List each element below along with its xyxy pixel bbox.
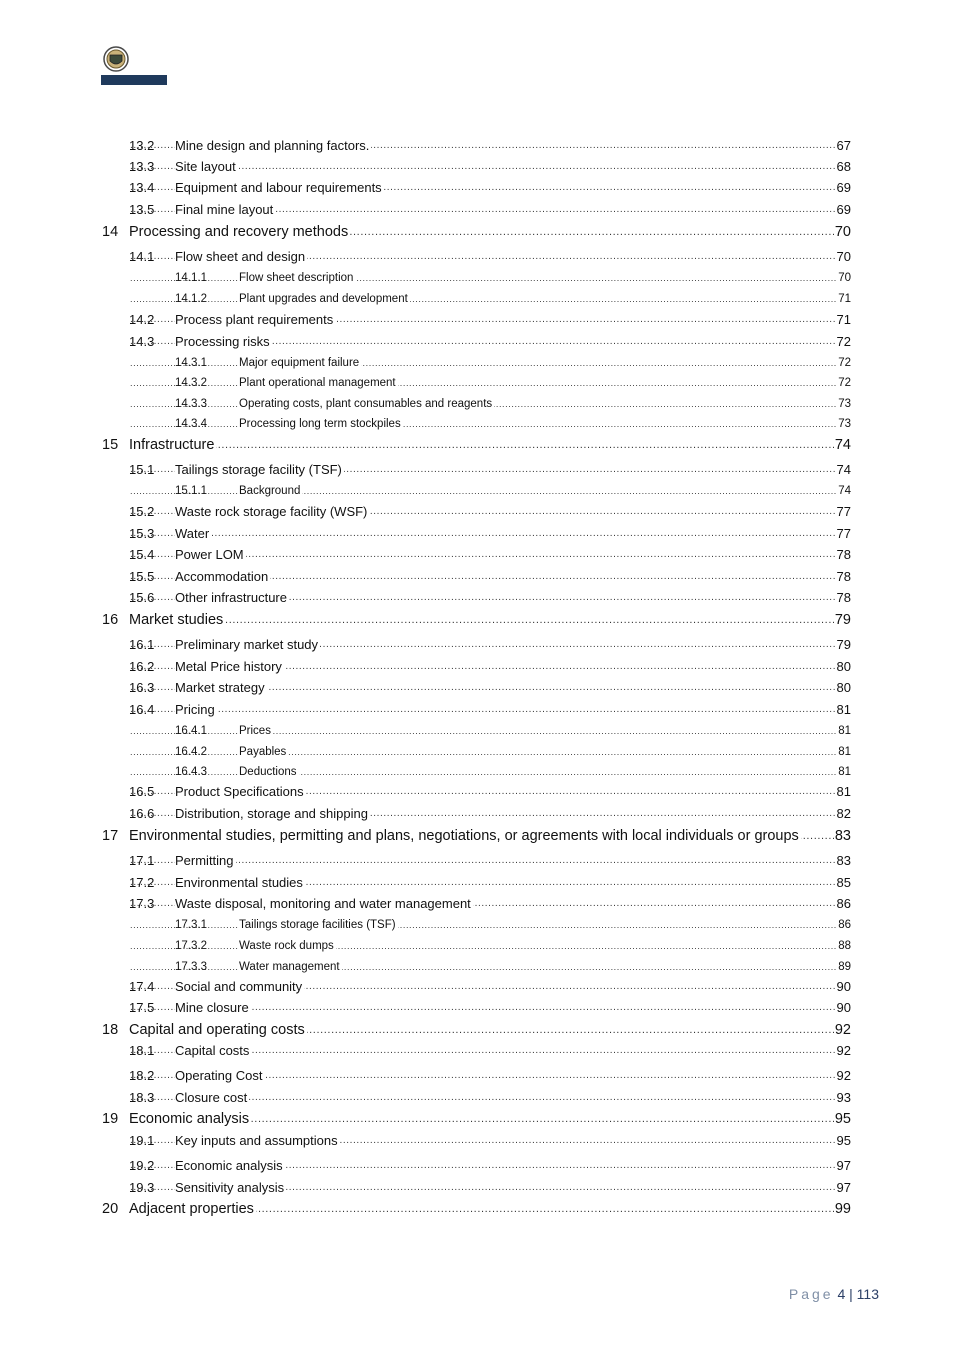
toc-entry-page[interactable]: 78 (836, 567, 851, 587)
toc-entry-number: 18.2 (129, 1068, 155, 1083)
toc-entry[interactable] (0, 373, 965, 393)
toc-entry-page[interactable]: 69 (836, 200, 851, 220)
toc-entry[interactable] (0, 1199, 965, 1219)
toc-entry-title[interactable]: Processing long term stockpiles (239, 414, 403, 434)
toc-entry[interactable] (0, 915, 965, 935)
gold-fields-logo (100, 44, 168, 90)
toc-entry-page[interactable]: 82 (836, 804, 851, 824)
toc-entry-number: 18.3 (129, 1090, 155, 1105)
toc-entry-number: 14.2 (129, 312, 155, 327)
toc-entry-page[interactable]: 67 (836, 136, 851, 156)
toc-entry-title[interactable]: Processing and recovery methods (129, 224, 349, 240)
toc-entry-title[interactable]: Plant upgrades and development (239, 289, 410, 309)
toc-entry-title[interactable]: Preliminary market study (175, 635, 320, 655)
toc-entry[interactable] (0, 936, 965, 956)
toc-entry-number: 13.4 (129, 180, 155, 195)
toc-entry-title[interactable]: Distribution, storage and shipping (175, 804, 370, 824)
toc-entry-title[interactable]: Final mine layout (175, 200, 275, 220)
toc-entry-title[interactable]: Deductions (239, 762, 299, 782)
toc-entry-number: 17.3.3 (175, 961, 207, 973)
toc-entry-title[interactable]: Environmental studies (175, 873, 305, 893)
toc-dot-leader (130, 524, 851, 544)
toc-entry-page[interactable]: 86 (837, 915, 851, 935)
toc-entry-page[interactable]: 79 (836, 635, 851, 655)
toc-entry[interactable] (0, 289, 965, 309)
toc-entry[interactable] (0, 1109, 965, 1129)
toc-entry-page[interactable]: 80 (836, 657, 851, 677)
toc-entry[interactable] (0, 460, 965, 480)
toc-entry-number: 16.5 (129, 784, 155, 799)
toc-entry[interactable] (0, 742, 965, 762)
toc-entry[interactable] (0, 826, 965, 846)
toc-entry-page[interactable]: 99 (834, 1201, 851, 1217)
toc-entry-number: 14.3.1 (175, 357, 207, 369)
toc-entry-title[interactable]: Key inputs and assumptions (175, 1131, 340, 1151)
toc-entry[interactable] (0, 1131, 965, 1151)
toc-entry[interactable] (0, 435, 965, 455)
toc-entry-title[interactable]: Market studies (129, 612, 224, 628)
toc-entry-title[interactable]: Tailings storage facility (TSF) (175, 460, 344, 480)
toc-entry-number: 17.1 (129, 853, 155, 868)
toc-entry[interactable] (0, 1020, 965, 1040)
toc-entry-number: 18.1 (129, 1043, 155, 1058)
toc-entry-page[interactable]: 95 (834, 1111, 851, 1127)
toc-entry-number: 16.1 (129, 637, 155, 652)
toc-entry-title[interactable]: Social and community (175, 977, 304, 997)
toc-entry[interactable] (0, 804, 965, 824)
toc-entry-title[interactable]: Equipment and labour requirements (175, 178, 384, 198)
toc-entry-page[interactable]: 88 (837, 936, 851, 956)
toc-entry-page[interactable]: 71 (836, 310, 851, 330)
toc-entry-title[interactable]: Payables (239, 742, 288, 762)
toc-entry-number: 13.2 (129, 138, 155, 153)
toc-entry-page[interactable]: 69 (836, 178, 851, 198)
toc-entry-number: 16.4.2 (175, 746, 207, 758)
toc-entry-page[interactable]: 74 (834, 437, 851, 453)
toc-entry-title[interactable]: Processing risks (175, 332, 272, 352)
toc-entry-number: 19.3 (129, 1180, 155, 1195)
toc-entry-page[interactable]: 83 (834, 828, 851, 844)
toc-entry-title[interactable]: Adjacent properties (129, 1201, 254, 1217)
toc-entry-number: 17.5 (129, 1000, 155, 1015)
toc-entry[interactable] (0, 1066, 965, 1086)
toc-entry-number: 16.4.1 (175, 725, 207, 737)
toc-entry-title[interactable]: Pricing (175, 700, 217, 720)
toc-entry-page[interactable]: 83 (836, 851, 851, 871)
toc-entry-title[interactable]: Power LOM (175, 545, 246, 565)
toc-entry-title[interactable]: Water management (239, 957, 342, 977)
current-page-number: 4 (837, 1286, 846, 1302)
toc-entry-page[interactable]: 78 (836, 545, 851, 565)
toc-entry[interactable] (0, 136, 965, 156)
toc-entry-number: 16.4.3 (175, 766, 207, 778)
toc-entry-title[interactable]: Market strategy (175, 678, 267, 698)
toc-entry-title[interactable]: Capital and operating costs (129, 1022, 305, 1038)
toc-entry-title[interactable]: Process plant requirements (175, 310, 335, 330)
toc-entry-page[interactable]: 68 (836, 157, 851, 177)
page-separator: | (849, 1286, 853, 1302)
toc-entry-number: 14.1.2 (175, 293, 207, 305)
toc-entry[interactable] (0, 268, 965, 288)
toc-entry-title[interactable]: Waste disposal, monitoring and water management (175, 894, 473, 914)
toc-entry-page[interactable]: 89 (837, 957, 851, 977)
toc-entry[interactable] (0, 588, 965, 608)
toc-entry-title[interactable]: Background (239, 481, 302, 501)
toc-entry-number: 17.3.1 (175, 919, 207, 931)
toc-entry-page[interactable]: 90 (836, 998, 851, 1018)
toc-entry-title[interactable]: Mine design and planning factors. (175, 136, 371, 156)
toc-entry-page[interactable]: 71 (837, 289, 851, 309)
toc-entry-page[interactable]: 93 (836, 1088, 851, 1108)
toc-entry[interactable] (0, 851, 965, 871)
toc-entry-title[interactable]: Product Specifications (175, 782, 306, 802)
toc-entry-title[interactable]: Infrastructure (129, 437, 215, 453)
toc-entry-number: 19 (102, 1111, 119, 1127)
toc-entry[interactable] (0, 998, 965, 1018)
toc-entry[interactable] (0, 332, 965, 352)
toc-entry[interactable] (0, 957, 965, 977)
toc-entry-number: 15.3 (129, 526, 155, 541)
toc-entry-page[interactable]: 74 (837, 481, 851, 501)
toc-entry-page[interactable]: 80 (836, 678, 851, 698)
toc-entry-page[interactable]: 95 (836, 1131, 851, 1151)
toc-entry[interactable] (0, 1178, 965, 1198)
toc-entry[interactable] (0, 545, 965, 565)
toc-entry[interactable] (0, 894, 965, 914)
toc-entry-number: 15.5 (129, 569, 155, 584)
toc-entry-page[interactable]: 92 (836, 1066, 851, 1086)
toc-entry-number: 14.1.1 (175, 272, 207, 284)
toc-entry-title[interactable]: Economic analysis (175, 1156, 285, 1176)
page-footer (789, 1286, 879, 1302)
toc-dot-leader (130, 700, 851, 720)
toc-entry-title[interactable]: Major equipment failure (239, 353, 361, 373)
toc-entry-number: 17.4 (129, 979, 155, 994)
toc-entry-number: 19.1 (129, 1133, 155, 1148)
toc-entry-page[interactable]: 81 (836, 700, 851, 720)
toc-entry-title[interactable]: Operating Cost (175, 1066, 264, 1086)
toc-entry-page[interactable]: 74 (836, 460, 851, 480)
toc-dot-leader (130, 157, 851, 177)
toc-entry-title[interactable]: Prices (239, 721, 273, 741)
toc-entry-number: 14.3.4 (175, 418, 207, 430)
toc-entry[interactable] (0, 678, 965, 698)
toc-entry[interactable] (0, 524, 965, 544)
toc-entry[interactable] (0, 200, 965, 220)
toc-entry-page[interactable]: 70 (834, 224, 851, 240)
toc-dot-leader (130, 435, 851, 455)
toc-entry-number: 15.1 (129, 462, 155, 477)
toc-entry-page[interactable]: 73 (837, 394, 851, 414)
toc-entry[interactable] (0, 157, 965, 177)
toc-entry-title[interactable]: Mine closure (175, 998, 251, 1018)
toc-entry[interactable] (0, 977, 965, 997)
toc-entry[interactable] (0, 782, 965, 802)
toc-entry-title[interactable]: Flow sheet and design (175, 247, 307, 267)
toc-entry[interactable] (0, 873, 965, 893)
toc-entry[interactable] (0, 414, 965, 434)
toc-entry-title[interactable]: Water (175, 524, 211, 544)
toc-entry-page[interactable]: 81 (837, 762, 851, 782)
toc-entry-number: 16.6 (129, 806, 155, 821)
toc-entry-number: 16.2 (129, 659, 155, 674)
toc-entry-number: 14.3.3 (175, 398, 207, 410)
toc-entry-number: 16 (102, 612, 119, 628)
toc-entry-title[interactable]: Flow sheet description (239, 268, 355, 288)
toc-entry-page[interactable]: 81 (837, 721, 851, 741)
toc-entry[interactable] (0, 178, 965, 198)
toc-entry[interactable] (0, 635, 965, 655)
toc-entry-title[interactable]: Accommodation (175, 567, 270, 587)
toc-entry-title[interactable]: Other infrastructure (175, 588, 289, 608)
toc-entry[interactable] (0, 1041, 965, 1061)
toc-entry-title[interactable]: Metal Price history (175, 657, 284, 677)
toc-entry-title[interactable]: Closure cost (175, 1088, 249, 1108)
toc-entry[interactable] (0, 1156, 965, 1176)
toc-entry-page[interactable]: 72 (837, 373, 851, 393)
toc-dot-leader (130, 851, 851, 871)
toc-entry[interactable] (0, 353, 965, 373)
toc-entry-page[interactable]: 97 (836, 1178, 851, 1198)
toc-entry-number: 15.2 (129, 504, 155, 519)
toc-entry-title[interactable]: Economic analysis (129, 1111, 250, 1127)
toc-entry-page[interactable]: 72 (837, 353, 851, 373)
toc-entry-number: 18 (102, 1022, 119, 1038)
toc-entry-page[interactable]: 77 (836, 524, 851, 544)
toc-entry-number: 15 (102, 437, 119, 453)
toc-entry-page[interactable]: 79 (834, 612, 851, 628)
toc-entry[interactable] (0, 762, 965, 782)
toc-entry-title[interactable]: Capital costs (175, 1041, 251, 1061)
toc-entry-page[interactable]: 70 (837, 268, 851, 288)
toc-entry-page[interactable]: 92 (834, 1022, 851, 1038)
toc-entry-page[interactable]: 81 (837, 742, 851, 762)
toc-entry-number: 17 (102, 828, 119, 844)
toc-entry-number: 15.1.1 (175, 485, 207, 497)
toc-entry-page[interactable]: 81 (836, 782, 851, 802)
total-pages: 113 (856, 1286, 879, 1302)
toc-entry[interactable] (0, 700, 965, 720)
toc-entry-number: 17.2 (129, 875, 155, 890)
toc-entry[interactable] (0, 1088, 965, 1108)
toc-entry-page[interactable]: 70 (836, 247, 851, 267)
toc-entry-number: 15.6 (129, 590, 155, 605)
toc-entry-number: 14.3.2 (175, 377, 207, 389)
toc-entry-page[interactable]: 77 (836, 502, 851, 522)
toc-entry[interactable] (0, 610, 965, 630)
toc-entry-page[interactable]: 85 (836, 873, 851, 893)
gold-fields-crest-icon (100, 44, 168, 90)
toc-entry-number: 14.3 (129, 334, 155, 349)
toc-entry[interactable] (0, 481, 965, 501)
toc-entry-number: 15.4 (129, 547, 155, 562)
toc-entry-title[interactable]: Operating costs, plant consumables and reagents (239, 394, 494, 414)
toc-entry[interactable] (0, 721, 965, 741)
toc-entry-number: 14.1 (129, 249, 155, 264)
toc-entry-title[interactable]: Plant operational management (239, 373, 398, 393)
toc-entry-title[interactable]: Sensitivity analysis (175, 1178, 286, 1198)
toc-entry-title[interactable]: Waste rock storage facility (WSF) (175, 502, 369, 522)
toc-entry[interactable] (0, 502, 965, 522)
toc-entry-number: 13.5 (129, 202, 155, 217)
page-label: Page (788, 1286, 834, 1302)
toc-entry[interactable] (0, 310, 965, 330)
toc-dot-leader (130, 610, 851, 630)
toc-entry-page[interactable]: 86 (836, 894, 851, 914)
toc-entry-page[interactable]: 90 (836, 977, 851, 997)
toc-entry-number: 16.3 (129, 680, 155, 695)
toc-entry-title[interactable]: Tailings storage facilities (TSF) (239, 915, 398, 935)
toc-entry[interactable] (0, 657, 965, 677)
toc-entry-page[interactable]: 92 (836, 1041, 851, 1061)
toc-entry-page[interactable]: 73 (837, 414, 851, 434)
toc-entry-number: 16.4 (129, 702, 155, 717)
toc-entry-number: 20 (102, 1201, 119, 1217)
toc-entry-number: 19.2 (129, 1158, 155, 1173)
toc-entry-page[interactable]: 97 (836, 1156, 851, 1176)
toc-entry-number: 17.3.2 (175, 940, 207, 952)
toc-entry[interactable] (0, 567, 965, 587)
toc-entry-page[interactable]: 72 (836, 332, 851, 352)
toc-entry[interactable] (0, 247, 965, 267)
toc-entry-number: 14 (102, 224, 119, 240)
toc-entry-title[interactable]: Environmental studies, permitting and plans, negotiations, or agreements with local individuals or groups (129, 828, 799, 844)
toc-entry-title[interactable]: Permitting (175, 851, 236, 871)
toc-entry[interactable] (0, 222, 965, 242)
toc-entry-page[interactable]: 78 (836, 588, 851, 608)
toc-entry-number: 17.3 (129, 896, 155, 911)
toc-entry-title[interactable]: Site layout (175, 157, 238, 177)
toc-entry[interactable] (0, 394, 965, 414)
toc-entry-number: 13.3 (129, 159, 155, 174)
toc-entry-title[interactable]: Waste rock dumps (239, 936, 336, 956)
